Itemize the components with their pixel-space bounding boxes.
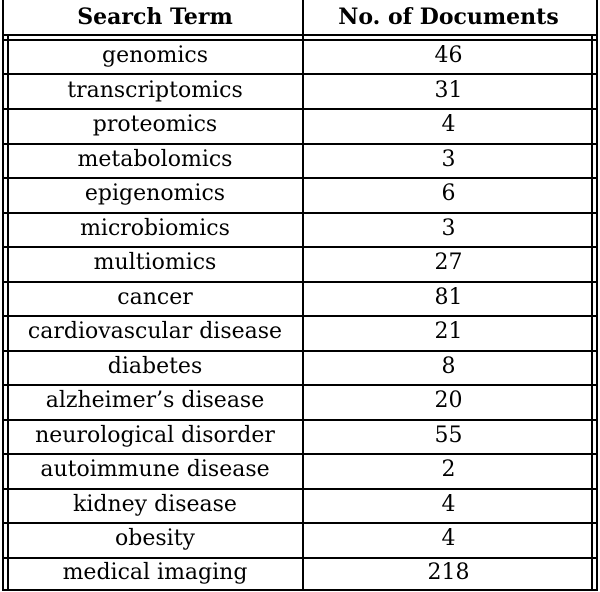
table-cell-count: 27 — [434, 250, 463, 275]
table-cell-count: 4 — [441, 492, 456, 517]
table-cell-term: metabolomics — [77, 147, 233, 172]
table-cell-term: multiomics — [93, 250, 217, 275]
header-search-term: Search Term — [77, 4, 233, 30]
rule-header-right — [596, 0, 598, 36]
table-cell-count: 21 — [434, 319, 463, 344]
table-cell-count: 2 — [441, 457, 456, 482]
table-cell-count: 4 — [441, 112, 456, 137]
header-no-of-documents: No. of Documents — [338, 4, 559, 30]
rule-header-divider — [302, 0, 304, 36]
table-cell-term: kidney disease — [73, 492, 237, 517]
table-cell-term: diabetes — [107, 354, 203, 379]
table-cell-count: 3 — [441, 147, 456, 172]
table-cell-term: neurological disorder — [35, 423, 275, 448]
table-cell-count: 81 — [434, 285, 463, 310]
rule-right-outer — [596, 34, 598, 591]
table-cell-term: transcriptomics — [67, 78, 243, 103]
table-cell-term: cardiovascular disease — [27, 319, 283, 344]
rule-top — [2, 34, 597, 36]
rule-column-divider — [302, 34, 304, 591]
rule-header-left — [2, 0, 4, 36]
table-cell-count: 6 — [441, 181, 456, 206]
table-cell-count: 3 — [441, 216, 456, 241]
table-cell-term: cancer — [117, 285, 193, 310]
table-cell-term: genomics — [101, 43, 209, 68]
table-cell-count: 20 — [434, 388, 463, 413]
table-cell-count: 46 — [434, 43, 463, 68]
table-cell-term: epigenomics — [84, 181, 226, 206]
table-cell-term: proteomics — [92, 112, 218, 137]
table-cell-term: medical imaging — [62, 560, 248, 585]
table-cell-count: 218 — [427, 560, 470, 585]
table-cell-term: obesity — [115, 526, 195, 551]
table-cell-count: 8 — [441, 354, 456, 379]
table-cell-term: microbiomics — [80, 216, 230, 241]
rule-right-inner — [591, 34, 593, 591]
table-cell-count: 55 — [434, 423, 463, 448]
table-cell-term: autoimmune disease — [40, 457, 270, 482]
table-cell-term: alzheimer’s disease — [45, 388, 265, 413]
rule-left-outer — [2, 34, 4, 591]
table-cell-count: 4 — [441, 526, 456, 551]
table-cell-count: 31 — [434, 78, 463, 103]
